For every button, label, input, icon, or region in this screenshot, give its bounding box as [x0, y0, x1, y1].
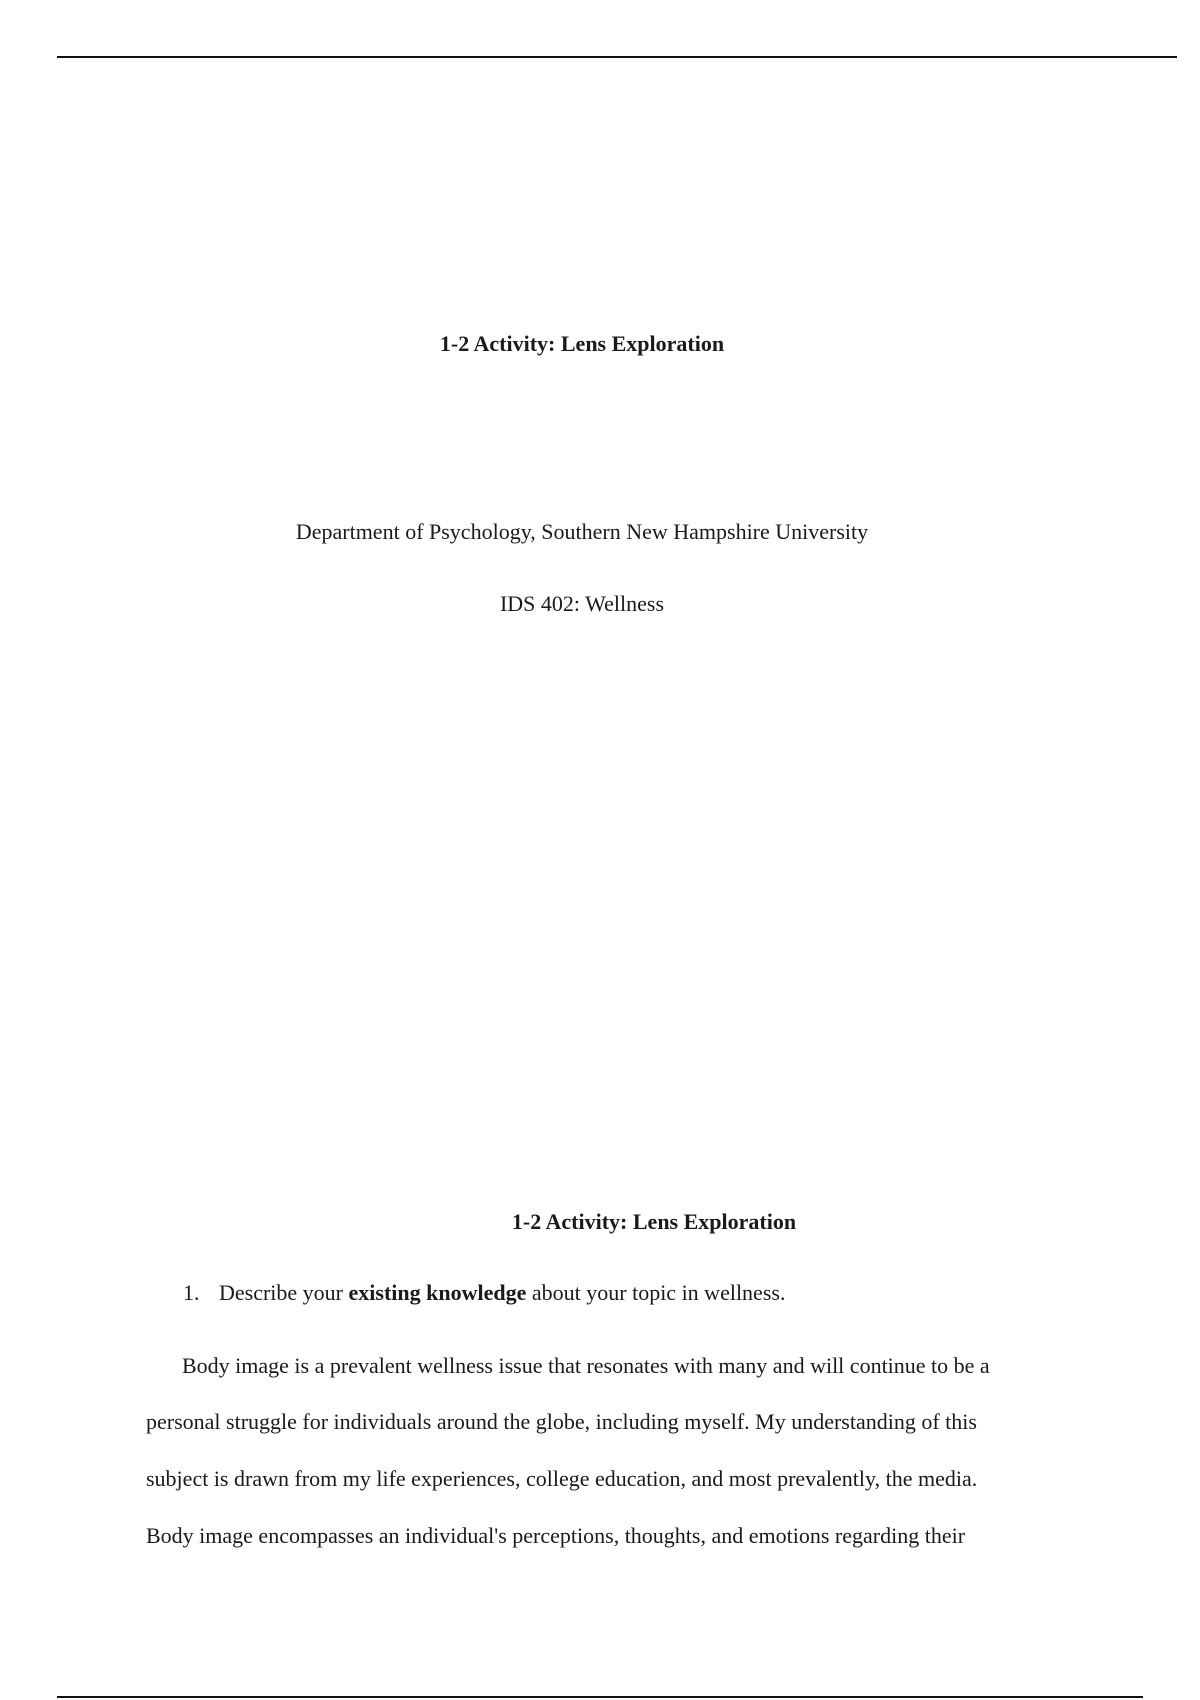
- page-break-rule: [57, 1696, 1143, 1698]
- paragraph-line: Body image encompasses an individual's perceptions, thoughts, and emotions regarding their: [146, 1523, 966, 1548]
- cover-title: 1-2 Activity: Lens Exploration: [439, 331, 725, 356]
- course-line: IDS 402: Wellness: [499, 591, 665, 616]
- department-line: Department of Psychology, Southern New Hampshire University: [295, 519, 869, 544]
- paragraph-line: Body image is a prevalent wellness issue that resonates with many and will continue to be a: [182, 1353, 990, 1378]
- paragraph-line: subject is drawn from my life experiences, college education, and most prevalently, the media.: [146, 1466, 978, 1491]
- question-text-before: Describe your: [219, 1280, 349, 1305]
- header-rule: [57, 56, 1177, 58]
- question-item: [183, 1279, 785, 1307]
- body-title: 1-2 Activity: Lens Exploration: [511, 1209, 797, 1234]
- question-emphasis: existing knowledge: [348, 1280, 527, 1305]
- question-number: 1.: [183, 1280, 200, 1305]
- question-text-after: about your topic in wellness.: [526, 1280, 786, 1305]
- paragraph-line: personal struggle for individuals around the globe, including myself. My understanding of this: [146, 1409, 977, 1434]
